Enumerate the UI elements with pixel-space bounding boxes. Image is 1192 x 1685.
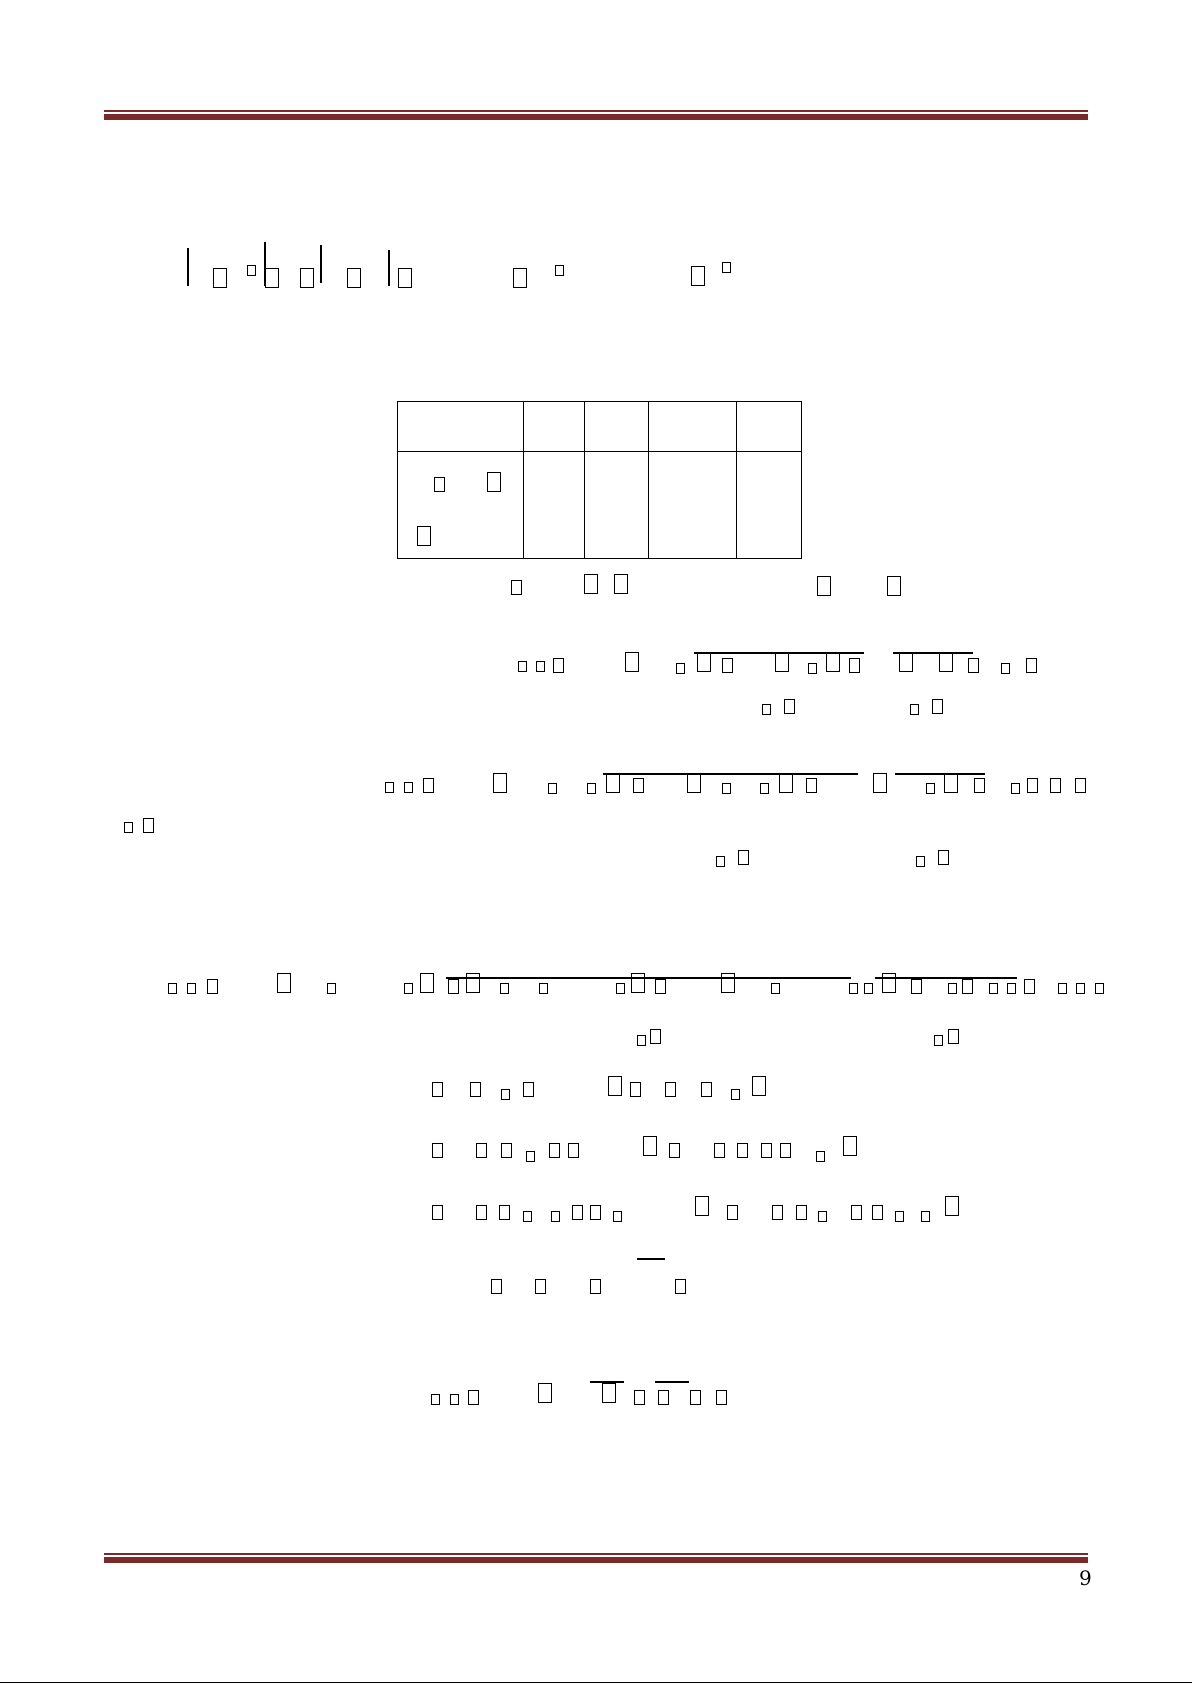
overline — [637, 1258, 665, 1260]
glyph — [1075, 778, 1086, 793]
glyph — [939, 652, 953, 672]
table-cell — [736, 402, 801, 452]
glyph — [738, 850, 749, 865]
glyph — [526, 1151, 535, 1162]
glyph — [168, 983, 177, 994]
glyph — [634, 1390, 645, 1405]
glyph — [523, 1082, 534, 1097]
glyph — [873, 773, 887, 793]
glyph — [548, 783, 557, 794]
glyph — [625, 652, 639, 672]
table-cell — [398, 402, 524, 452]
vertical-bar — [388, 250, 390, 286]
glyph — [895, 1211, 904, 1222]
glyph — [385, 782, 394, 793]
glyph — [590, 1279, 601, 1294]
glyph — [404, 782, 413, 793]
glyph — [511, 580, 522, 595]
page-number: 9 — [1079, 1566, 1092, 1590]
header-rule-thick-band — [104, 114, 1088, 120]
glyph — [616, 983, 625, 994]
glyph — [1011, 783, 1020, 794]
glyph — [476, 1205, 487, 1220]
glyph — [737, 1143, 748, 1158]
glyph — [932, 699, 943, 714]
glyph — [665, 1082, 676, 1097]
glyph — [945, 1196, 959, 1216]
glyph — [849, 658, 860, 673]
glyph — [1050, 778, 1061, 793]
table-cell — [585, 402, 649, 452]
glyph — [864, 983, 873, 994]
glyph — [493, 773, 507, 793]
glyph — [872, 1205, 883, 1220]
glyph — [818, 1211, 827, 1222]
glyph — [944, 773, 958, 793]
glyph — [538, 1383, 552, 1403]
glyph — [851, 1205, 862, 1220]
glyph — [466, 973, 480, 993]
glyph — [1001, 663, 1010, 674]
vertical-bar — [187, 248, 189, 286]
glyph — [752, 1076, 766, 1096]
glyph — [716, 1390, 727, 1405]
glyph — [948, 1029, 959, 1044]
vertical-bar — [320, 245, 322, 283]
footer-rule-thick-band — [104, 1557, 1088, 1563]
glyph — [775, 652, 789, 672]
table-cell — [524, 402, 585, 452]
glyph — [213, 268, 227, 288]
glyph — [207, 979, 218, 994]
footer-rule-thin-band — [104, 1553, 1088, 1555]
glyph — [1024, 979, 1035, 994]
glyph — [404, 983, 413, 994]
glyph — [926, 783, 935, 794]
glyph — [432, 1082, 443, 1097]
glyph — [910, 704, 919, 715]
glyph — [716, 856, 725, 867]
glyph — [499, 1205, 510, 1220]
table-cell — [736, 452, 801, 559]
glyph — [277, 973, 291, 993]
glyph — [1095, 983, 1104, 994]
table-cell — [585, 452, 649, 559]
glyph — [535, 1279, 546, 1294]
glyph — [1058, 983, 1067, 994]
glyph — [420, 973, 434, 993]
glyph — [722, 262, 731, 273]
glyph — [487, 472, 501, 492]
glyph — [476, 1143, 487, 1158]
glyph — [675, 1279, 686, 1294]
glyph — [501, 1089, 510, 1100]
glyph — [974, 778, 985, 793]
glyph — [934, 1035, 943, 1046]
glyph — [513, 268, 527, 288]
glyph — [731, 1089, 740, 1100]
glyph — [572, 1205, 583, 1220]
glyph — [722, 783, 731, 794]
header-rule — [104, 110, 1088, 120]
glyph — [714, 1143, 725, 1158]
glyph — [468, 1390, 479, 1405]
glyph — [143, 818, 154, 833]
glyph — [124, 822, 133, 833]
glyph — [762, 704, 771, 715]
glyph — [630, 1082, 641, 1097]
glyph — [701, 1082, 712, 1097]
glyph — [602, 1383, 616, 1403]
glyph — [721, 973, 735, 993]
glyph — [849, 983, 858, 994]
glyph — [327, 983, 336, 994]
glyph — [796, 1205, 807, 1220]
table-cell — [524, 452, 585, 559]
glyph — [432, 1143, 443, 1158]
glyph — [590, 1205, 601, 1220]
glyph — [491, 1279, 502, 1294]
glyph — [1076, 983, 1085, 994]
glyph — [417, 526, 431, 546]
glyph — [551, 1211, 560, 1222]
glyph — [899, 652, 913, 672]
glyph — [398, 268, 412, 288]
glyph — [780, 1143, 791, 1158]
glyph — [450, 1394, 459, 1405]
glyph — [690, 1390, 701, 1405]
glyph — [655, 979, 666, 994]
glyph — [423, 778, 434, 793]
glyph — [614, 574, 628, 594]
glyph — [817, 576, 831, 596]
glyph — [606, 773, 620, 793]
glyph — [761, 1143, 772, 1158]
glyph — [669, 1143, 680, 1158]
glyph — [779, 773, 793, 793]
glyph — [501, 1143, 512, 1158]
glyph — [916, 856, 925, 867]
glyph — [962, 979, 973, 994]
glyph — [247, 265, 256, 276]
glyph — [1007, 983, 1016, 994]
glyph — [555, 265, 564, 276]
glyph — [650, 1029, 661, 1044]
glyph — [584, 574, 598, 594]
glyph — [434, 477, 445, 492]
table-cell — [649, 402, 737, 452]
footer-rule — [104, 1553, 1088, 1563]
glyph — [808, 663, 817, 674]
glyph — [921, 1211, 930, 1222]
glyph — [771, 983, 780, 994]
glyph — [553, 658, 564, 673]
glyph — [727, 1205, 738, 1220]
glyph — [948, 983, 957, 994]
glyph — [448, 979, 459, 994]
glyph — [587, 783, 596, 794]
glyph — [989, 983, 998, 994]
overline — [655, 1381, 689, 1383]
glyph — [631, 973, 645, 993]
overline — [446, 977, 851, 979]
glyph — [816, 1151, 825, 1162]
table-row — [398, 452, 802, 559]
glyph — [887, 576, 901, 596]
glyph — [722, 658, 733, 673]
glyph — [523, 1211, 532, 1222]
glyph — [687, 773, 701, 793]
glyph — [470, 1082, 481, 1097]
glyph — [568, 1143, 579, 1158]
table-row — [398, 402, 802, 452]
table-cell — [649, 452, 737, 559]
glyph — [536, 661, 545, 672]
glyph — [760, 783, 769, 794]
glyph — [518, 661, 527, 672]
glyph — [549, 1143, 560, 1158]
glyph — [300, 268, 314, 288]
glyph — [500, 983, 509, 994]
glyph — [658, 1390, 669, 1405]
glyph — [637, 1035, 646, 1046]
glyph — [911, 979, 922, 994]
overline — [895, 773, 985, 775]
overline — [875, 977, 1017, 979]
overline — [603, 773, 858, 775]
glyph — [539, 983, 548, 994]
glyph — [697, 652, 711, 672]
glyph — [633, 778, 644, 793]
glyph — [691, 266, 705, 286]
glyph — [613, 1211, 622, 1222]
data-table — [397, 401, 802, 559]
glyph — [772, 1205, 783, 1220]
glyph — [431, 1394, 440, 1405]
glyph — [432, 1205, 443, 1220]
glyph — [643, 1136, 657, 1156]
glyph — [608, 1076, 622, 1096]
glyph — [695, 1196, 709, 1216]
glyph — [1027, 778, 1038, 793]
bottom-edge-line — [0, 1682, 1192, 1683]
glyph — [347, 268, 361, 288]
glyph — [784, 699, 795, 714]
glyph — [968, 658, 979, 673]
glyph — [806, 778, 817, 793]
glyph — [676, 663, 685, 674]
glyph — [882, 973, 896, 993]
glyph — [826, 652, 840, 672]
glyph — [1026, 658, 1037, 673]
glyph — [843, 1136, 857, 1156]
header-rule-thin-band — [104, 110, 1088, 112]
glyph — [938, 850, 949, 865]
glyph — [265, 268, 279, 288]
glyph — [187, 983, 196, 994]
